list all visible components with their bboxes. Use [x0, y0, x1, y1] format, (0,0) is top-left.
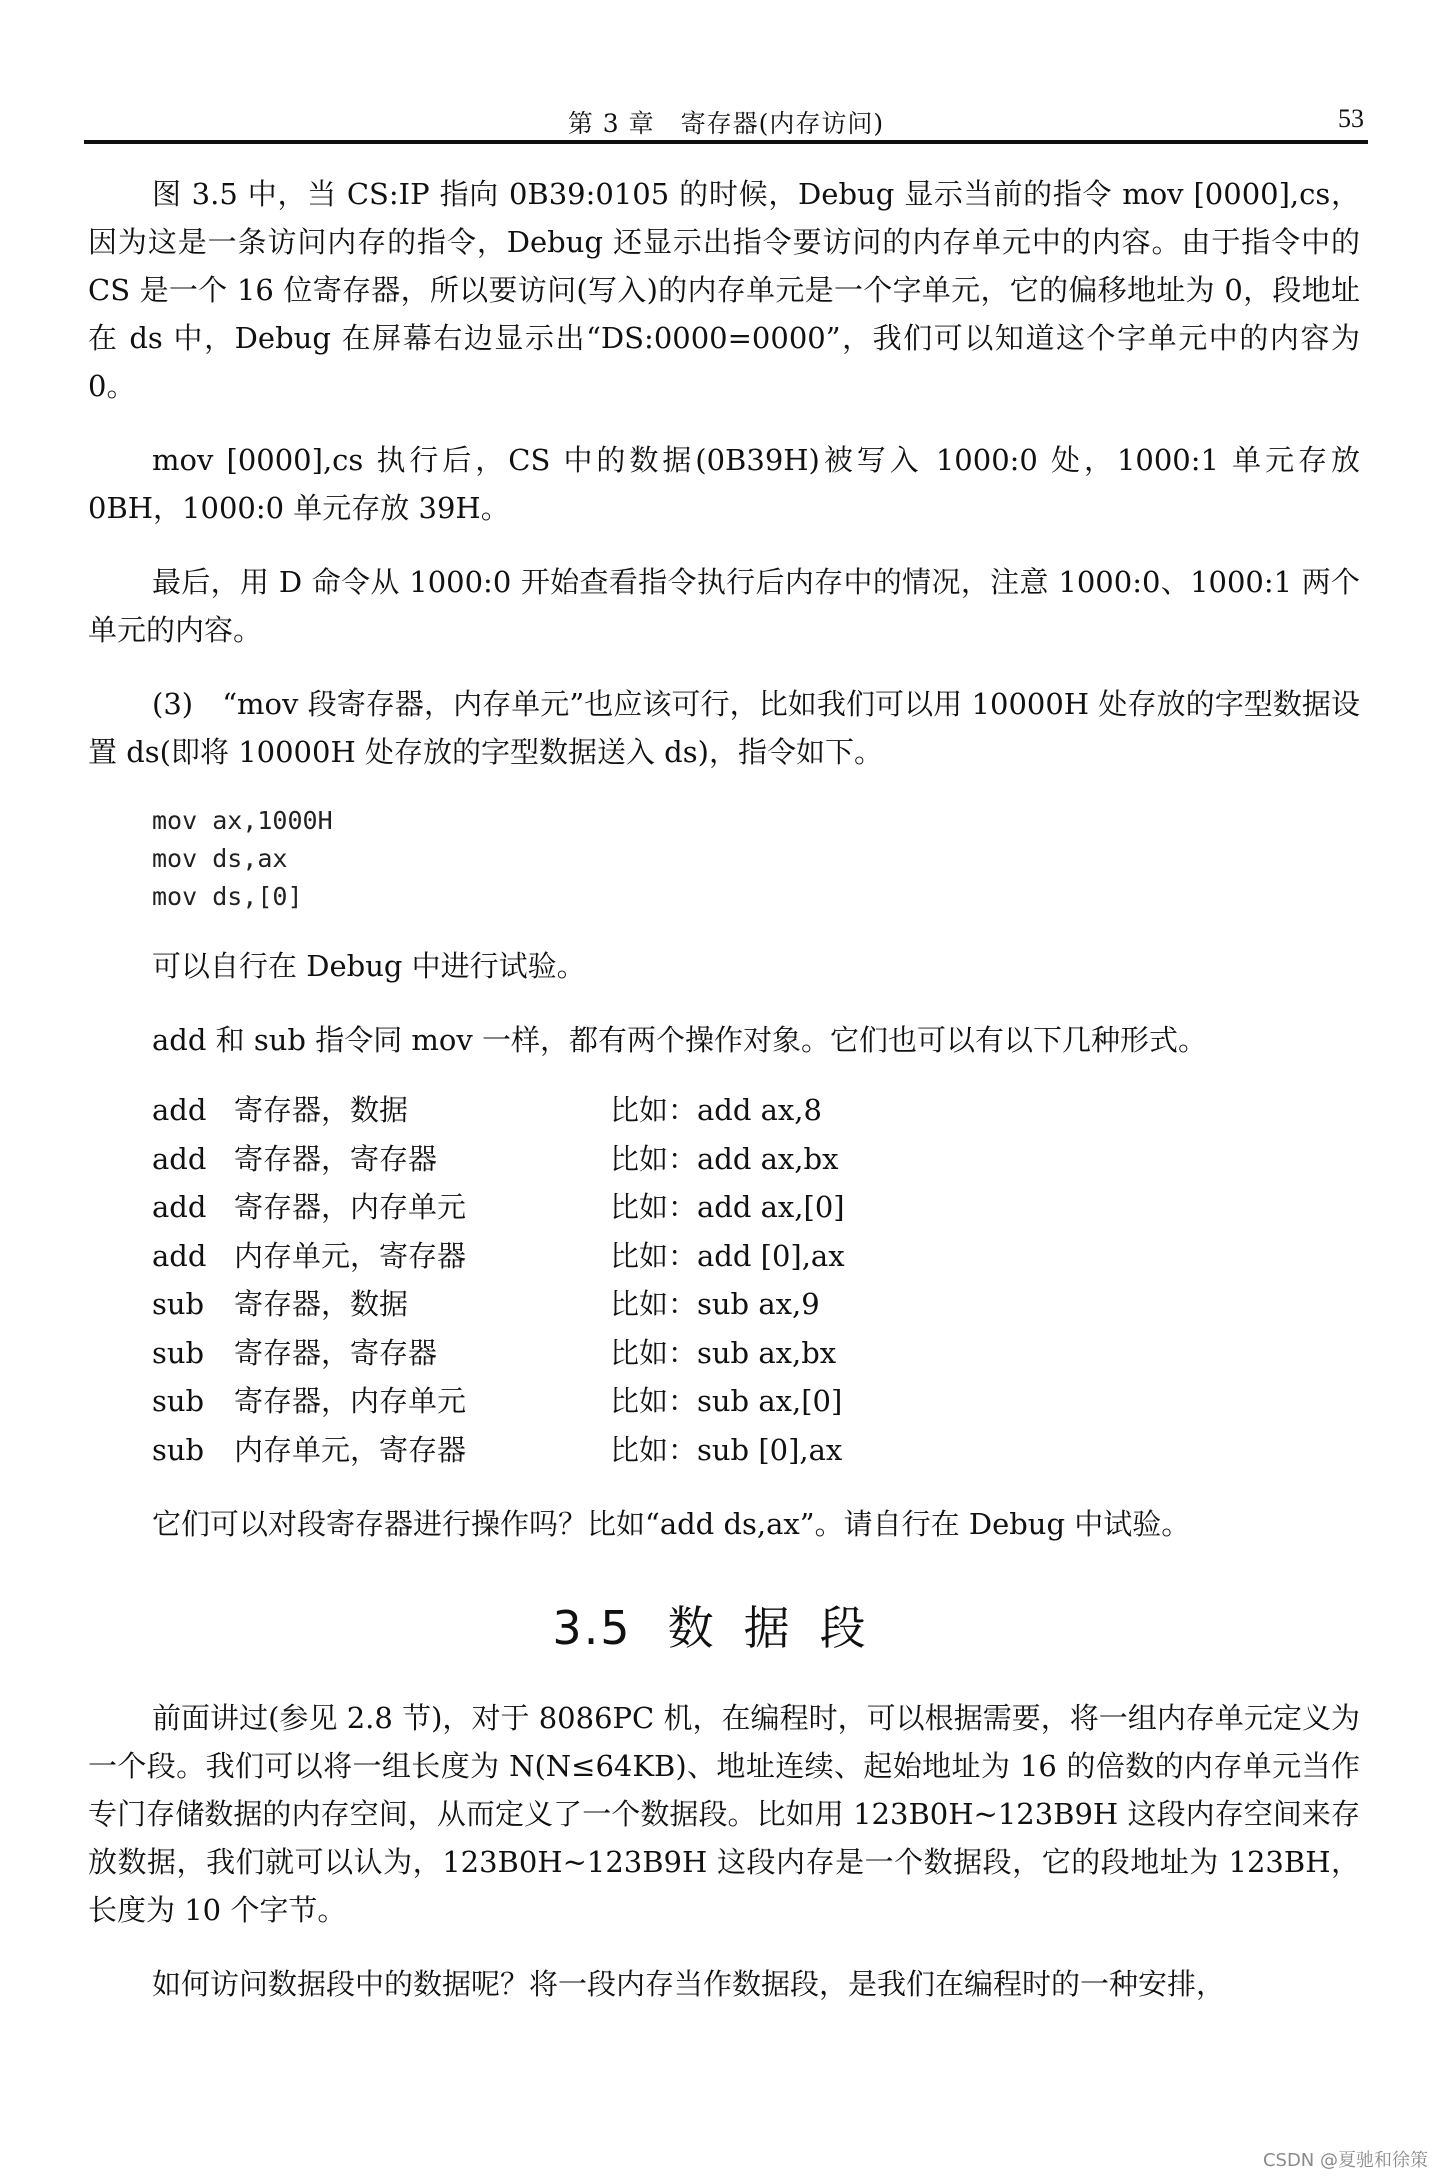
code-line: mov ds,[0]: [152, 882, 303, 911]
form-example: 比如：add ax,[0]: [610, 1190, 845, 1224]
form-row: [152, 1135, 1360, 1184]
paragraph-try-debug: 可以自行在 Debug 中进行试验。: [152, 949, 586, 983]
form-op: add: [152, 1093, 207, 1127]
section-heading: [88, 1592, 1360, 1658]
running-header: [84, 98, 1368, 142]
page-number: 53: [1338, 104, 1364, 133]
form-args: 寄存器，内存单元: [234, 1384, 467, 1418]
form-row: [152, 1086, 1360, 1135]
paragraph-data-segment-access: 如何访问数据段中的数据呢？将一段内存当作数据段，是我们在编程时的一种安排，: [152, 1967, 1226, 2001]
form-args: 寄存器，数据: [234, 1287, 409, 1321]
instruction-forms-table: [152, 1086, 1360, 1474]
header-rule: [84, 140, 1368, 144]
paragraph-d-command: 最后，用 D 命令从 1000:0 开始查看指令执行后内存中的情况，注意 1000:0、1000:1 两个单元的内容。: [88, 565, 1360, 647]
form-row: [152, 1329, 1360, 1378]
code-line: mov ds,ax: [152, 844, 288, 873]
paragraph-segment-register-question: 它们可以对段寄存器进行操作吗？比如“add ds,ax”。请自行在 Debug 中试验。: [152, 1507, 1191, 1541]
form-row: [152, 1377, 1360, 1426]
form-row: [152, 1183, 1360, 1232]
chapter-title: 第 3 章 寄存器(内存访问): [567, 109, 885, 138]
page-body: [88, 170, 1360, 2008]
form-args: 内存单元，寄存器: [234, 1238, 467, 1273]
form-row: [152, 1232, 1360, 1281]
form-row: [152, 1280, 1360, 1329]
form-example: 比如：add ax,bx: [610, 1141, 839, 1176]
form-example: 比如：sub ax,9: [610, 1287, 820, 1321]
form-args: 寄存器，寄存器: [234, 1141, 438, 1176]
form-op: sub: [152, 1384, 205, 1418]
paragraph-add-sub: add 和 sub 指令同 mov 一样，都有两个操作对象。它们也可以有以下几种形式。: [152, 1023, 1207, 1057]
form-op: add: [152, 1238, 207, 1273]
form-op: sub: [152, 1432, 205, 1467]
form-op: sub: [152, 1335, 205, 1370]
form-op: sub: [152, 1287, 205, 1321]
code-block: [152, 802, 1360, 916]
form-example: 比如：add ax,8: [610, 1093, 822, 1127]
csdn-watermark: CSDN @夏驰和徐策: [1262, 2150, 1428, 2171]
form-example: 比如：sub ax,bx: [610, 1335, 837, 1370]
paragraph-mov-result: mov [0000],cs 执行后，CS 中的数据(0B39H)被写入 1000:0 处，1000:1 单元存放 0BH，1000:0 单元存放 39H。: [88, 443, 1360, 525]
form-example: 比如：add [0],ax: [610, 1238, 845, 1273]
form-op: add: [152, 1190, 207, 1224]
form-row: [152, 1426, 1360, 1475]
paragraph-debug-display: 图 3.5 中，当 CS:IP 指向 0B39:0105 的时候，Debug 显示当前的指令 mov [0000],cs，因为这是一条访问内存的指令，Debug 还显示出指令要访问的内存单元中的内容。由于指令中的 CS 是一个 16 位寄存器，所以要访问(写入)的内存单元是一个字单元，它的偏移地址为 0，段地址在 ds 中，Debug 在屏幕右边显示出“DS:0000=0000”，我们可以知道这个字单元中的内容为 0。: [88, 177, 1360, 403]
form-args: 寄存器，数据: [234, 1093, 409, 1127]
code-line: mov ax,1000H: [152, 806, 333, 835]
form-args: 寄存器，寄存器: [234, 1335, 438, 1370]
form-args: 寄存器，内存单元: [234, 1190, 467, 1224]
form-args: 内存单元，寄存器: [234, 1432, 467, 1467]
form-example: 比如：sub ax,[0]: [610, 1384, 843, 1418]
paragraph-mov-segment: (3) “mov 段寄存器，内存单元”也应该可行，比如我们可以用 10000H 处存放的字型数据设置 ds(即将 10000H 处存放的字型数据送入 ds)，指令如下。: [88, 687, 1360, 769]
form-example: 比如：sub [0],ax: [610, 1432, 843, 1467]
section-number: 3.5: [552, 1601, 632, 1655]
form-op: add: [152, 1141, 207, 1176]
paragraph-data-segment-definition: 前面讲过(参见 2.8 节)，对于 8086PC 机，在编程时，可以根据需要，将一组内存单元定义为一个段。我们可以将一组长度为 N(N≤64KB)、地址连续、起始地址为 16 的倍数的内存单元当作专门存储数据的内存空间，从而定义了一个数据段。比如用 123B0H~123B9H 这段内存空间来存放数据，我们就可以认为，123B0H~123B9H 这段内存是一个数据段，它的段地址为 123BH，长度为 10 个字节。: [88, 1701, 1360, 1927]
section-title: 数据段: [667, 1601, 896, 1655]
